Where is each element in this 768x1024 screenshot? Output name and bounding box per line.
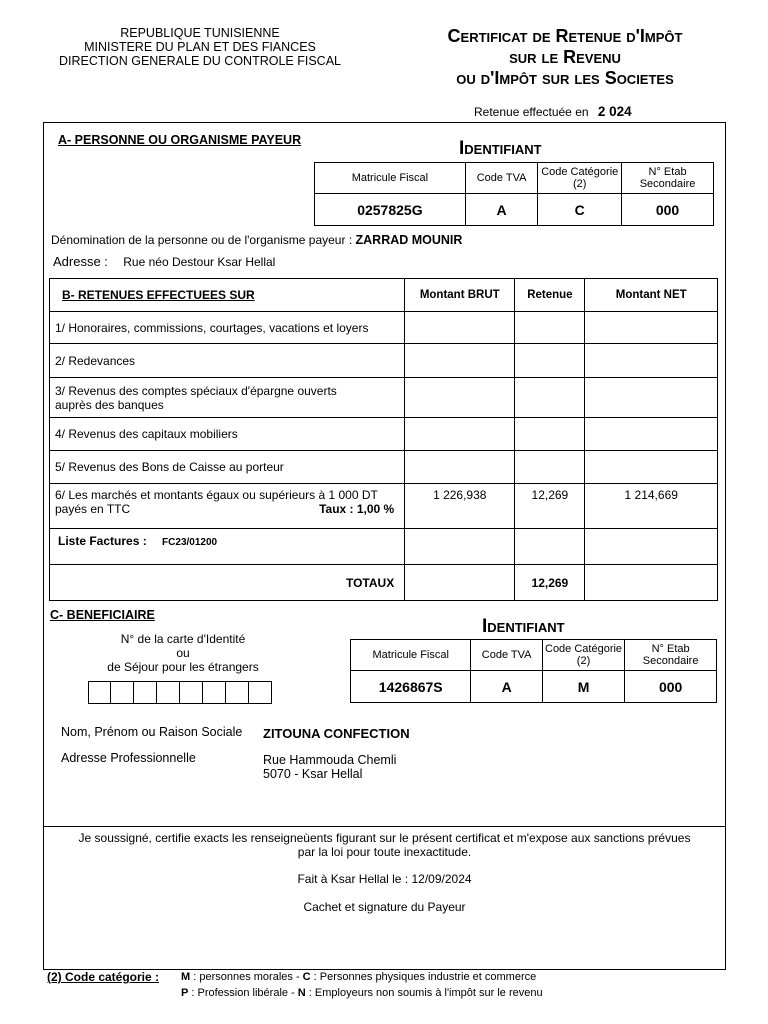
totaux-row: [50, 565, 718, 601]
row-brut: [405, 344, 515, 378]
code-m-text: : personnes morales -: [190, 971, 303, 983]
id-digit-box: [134, 681, 157, 704]
table-row: [50, 344, 718, 378]
row-net: [585, 344, 718, 378]
row-net: 1 214,669: [585, 484, 718, 529]
factures-cell: [50, 529, 405, 565]
header-etab-secondaire: N° Etab Secondaire: [625, 640, 717, 671]
direction-name: DIRECTION GENERALE DU CONTROLE FISCAL: [59, 54, 341, 68]
title-line-1: Certificat de Retenue d'Impôt: [447, 26, 683, 46]
row-label: 3/ Revenus des comptes spéciaux d'épargne ouverts auprès des banques: [50, 378, 405, 418]
adresse-pro-line-2: 5070 - Ksar Hellal: [263, 767, 363, 781]
carte-identite-boxes: [88, 681, 272, 704]
totaux-retenue: 12,269: [515, 565, 585, 601]
identifiant-c-table: [350, 639, 717, 703]
col-retenue: Retenue: [515, 279, 585, 312]
payeur-matricule: 0257825G: [315, 194, 466, 226]
row-net: [585, 418, 718, 451]
row-retenue: [515, 312, 585, 344]
retenue-year: 2 024: [597, 104, 632, 119]
retenues-header-row: [50, 279, 718, 312]
row-brut: [405, 451, 515, 484]
retenues-table: [49, 278, 718, 601]
denomination-line: [51, 233, 462, 247]
retenue-year-line: [474, 104, 632, 119]
denomination-label: Dénomination de la personne ou de l'organisme payeur :: [51, 233, 353, 247]
nom-value: ZITOUNA CONFECTION: [263, 726, 410, 741]
row-brut: [405, 378, 515, 418]
section-b-title: B- RETENUES EFFECTUEES SUR: [50, 279, 405, 312]
carte-line-1: N° de la carte d'Identité: [120, 632, 246, 646]
carte-identite-label: [60, 632, 306, 674]
id-digit-box: [180, 681, 203, 704]
table-row: [50, 484, 718, 529]
table-row: [50, 451, 718, 484]
id-digit-box: [157, 681, 180, 704]
denomination-value: ZARRAD MOUNIR: [355, 233, 463, 247]
row-retenue: [515, 344, 585, 378]
row-brut: [405, 312, 515, 344]
header-matricule: Matricule Fiscal: [351, 640, 471, 671]
title-line-2: sur le Revenu: [509, 47, 621, 67]
carte-line-2: ou: [176, 646, 190, 660]
identifiant-a-table: [314, 162, 714, 226]
footer-label: (2) Code catégorie :: [47, 970, 160, 984]
row-retenue: [515, 378, 585, 418]
declaration-divider: [43, 826, 726, 827]
beneficiaire-etab-secondaire: 000: [625, 671, 717, 703]
footer-line-1: [181, 971, 536, 983]
header-code-categorie: Code Catégorie (2): [538, 163, 622, 194]
row-label: 2/ Redevances: [50, 344, 405, 378]
carte-line-3: de Séjour pour les étrangers: [107, 660, 259, 674]
header-code-tva: Code TVA: [465, 163, 538, 194]
row-retenue: 12,269: [515, 484, 585, 529]
document-title: [405, 26, 725, 89]
id-digit-box: [203, 681, 226, 704]
header-matricule: Matricule Fiscal: [315, 163, 466, 194]
row-brut: [405, 418, 515, 451]
row-retenue: [515, 451, 585, 484]
row-brut: 1 226,938: [405, 484, 515, 529]
row-label: 5/ Revenus des Bons de Caisse au porteur: [50, 451, 405, 484]
country-name: REPUBLIQUE TUNISIENNE: [120, 26, 280, 40]
adresse-value: Rue néo Destour Ksar Hellal: [123, 255, 276, 269]
section-c-title: C- BENEFICIAIRE: [50, 608, 155, 622]
nom-label: Nom, Prénom ou Raison Sociale: [61, 725, 243, 739]
beneficiaire-code-tva: A: [471, 671, 542, 703]
declaration-text: [44, 831, 725, 859]
declaration-line-1: Je soussigné, certifie exacts les renseigneùents figurant sur le présent certificat et m'expose aux sanctions prévues: [78, 831, 691, 845]
id-digit-box: [111, 681, 134, 704]
col-montant-net: Montant NET: [585, 279, 718, 312]
header-code-categorie: Code Catégorie (2): [542, 640, 624, 671]
ministry-name: MINISTERE DU PLAN ET DES FIANCES: [84, 40, 316, 54]
header-code-tva: Code TVA: [471, 640, 542, 671]
header-left: [40, 26, 360, 68]
identifiant-a-title: Identifiant: [459, 138, 542, 159]
adresse-pro-line-1: Rue Hammouda Chemli: [263, 753, 397, 767]
adresse-pro-label: Adresse Professionnelle: [61, 751, 196, 765]
row-net: [585, 378, 718, 418]
id-digit-box: [88, 681, 111, 704]
title-line-3: ou d'Impôt sur les Societes: [456, 68, 674, 88]
row-6-cell: [50, 484, 405, 529]
id-digit-box: [249, 681, 272, 704]
payeur-code-tva: A: [465, 194, 538, 226]
table-row: [50, 312, 718, 344]
row-label: 6/ Les marchés et montants égaux ou supérieurs à 1 000 DT payés en TTC: [55, 488, 378, 516]
cachet-signature: Cachet et signature du Payeur: [303, 900, 466, 914]
row-retenue: [515, 418, 585, 451]
beneficiaire-matricule: 1426867S: [351, 671, 471, 703]
col-montant-brut: Montant BRUT: [405, 279, 515, 312]
row-label: 4/ Revenus des capitaux mobiliers: [50, 418, 405, 451]
table-row: [50, 378, 718, 418]
code-p: P: [181, 987, 189, 999]
factures-row: [50, 529, 718, 565]
totaux-label: TOTAUX: [50, 565, 405, 601]
table-row: [50, 418, 718, 451]
header-etab-secondaire: N° Etab Secondaire: [622, 163, 714, 194]
identifiant-c-title: Identifiant: [482, 616, 565, 637]
code-n-text: : Employeurs non soumis à l'impôt sur le revenu: [305, 987, 543, 999]
row-net: [585, 451, 718, 484]
adresse-label: Adresse :: [53, 254, 108, 269]
code-c: C: [302, 971, 311, 983]
row-label: 1/ Honoraires, commissions, courtages, vacations et loyers: [50, 312, 405, 344]
beneficiaire-code-categorie: M: [542, 671, 624, 703]
code-m: M: [181, 971, 191, 983]
id-digit-box: [226, 681, 249, 704]
footer-line-2: [181, 987, 543, 999]
payeur-code-categorie: C: [538, 194, 622, 226]
taux: Taux : 1,00 %: [319, 502, 395, 516]
adresse-line: [53, 254, 275, 269]
code-p-text: : Profession libérale -: [188, 987, 298, 999]
fait-a: Fait à Ksar Hellal le : 12/09/2024: [297, 872, 472, 886]
factures-value: FC23/01200: [162, 537, 218, 548]
retenue-label: Retenue effectuée en: [474, 105, 589, 119]
code-n: N: [297, 987, 306, 999]
factures-label: Liste Factures :: [58, 534, 147, 548]
payeur-etab-secondaire: 000: [622, 194, 714, 226]
row-net: [585, 312, 718, 344]
adresse-pro-value: [263, 753, 396, 781]
declaration-line-2: par la loi pour toute inexactitude.: [297, 845, 472, 859]
code-c-text: : Personnes physiques industrie et commerce: [310, 971, 537, 983]
section-a-title: A- PERSONNE OU ORGANISME PAYEUR: [58, 133, 302, 147]
